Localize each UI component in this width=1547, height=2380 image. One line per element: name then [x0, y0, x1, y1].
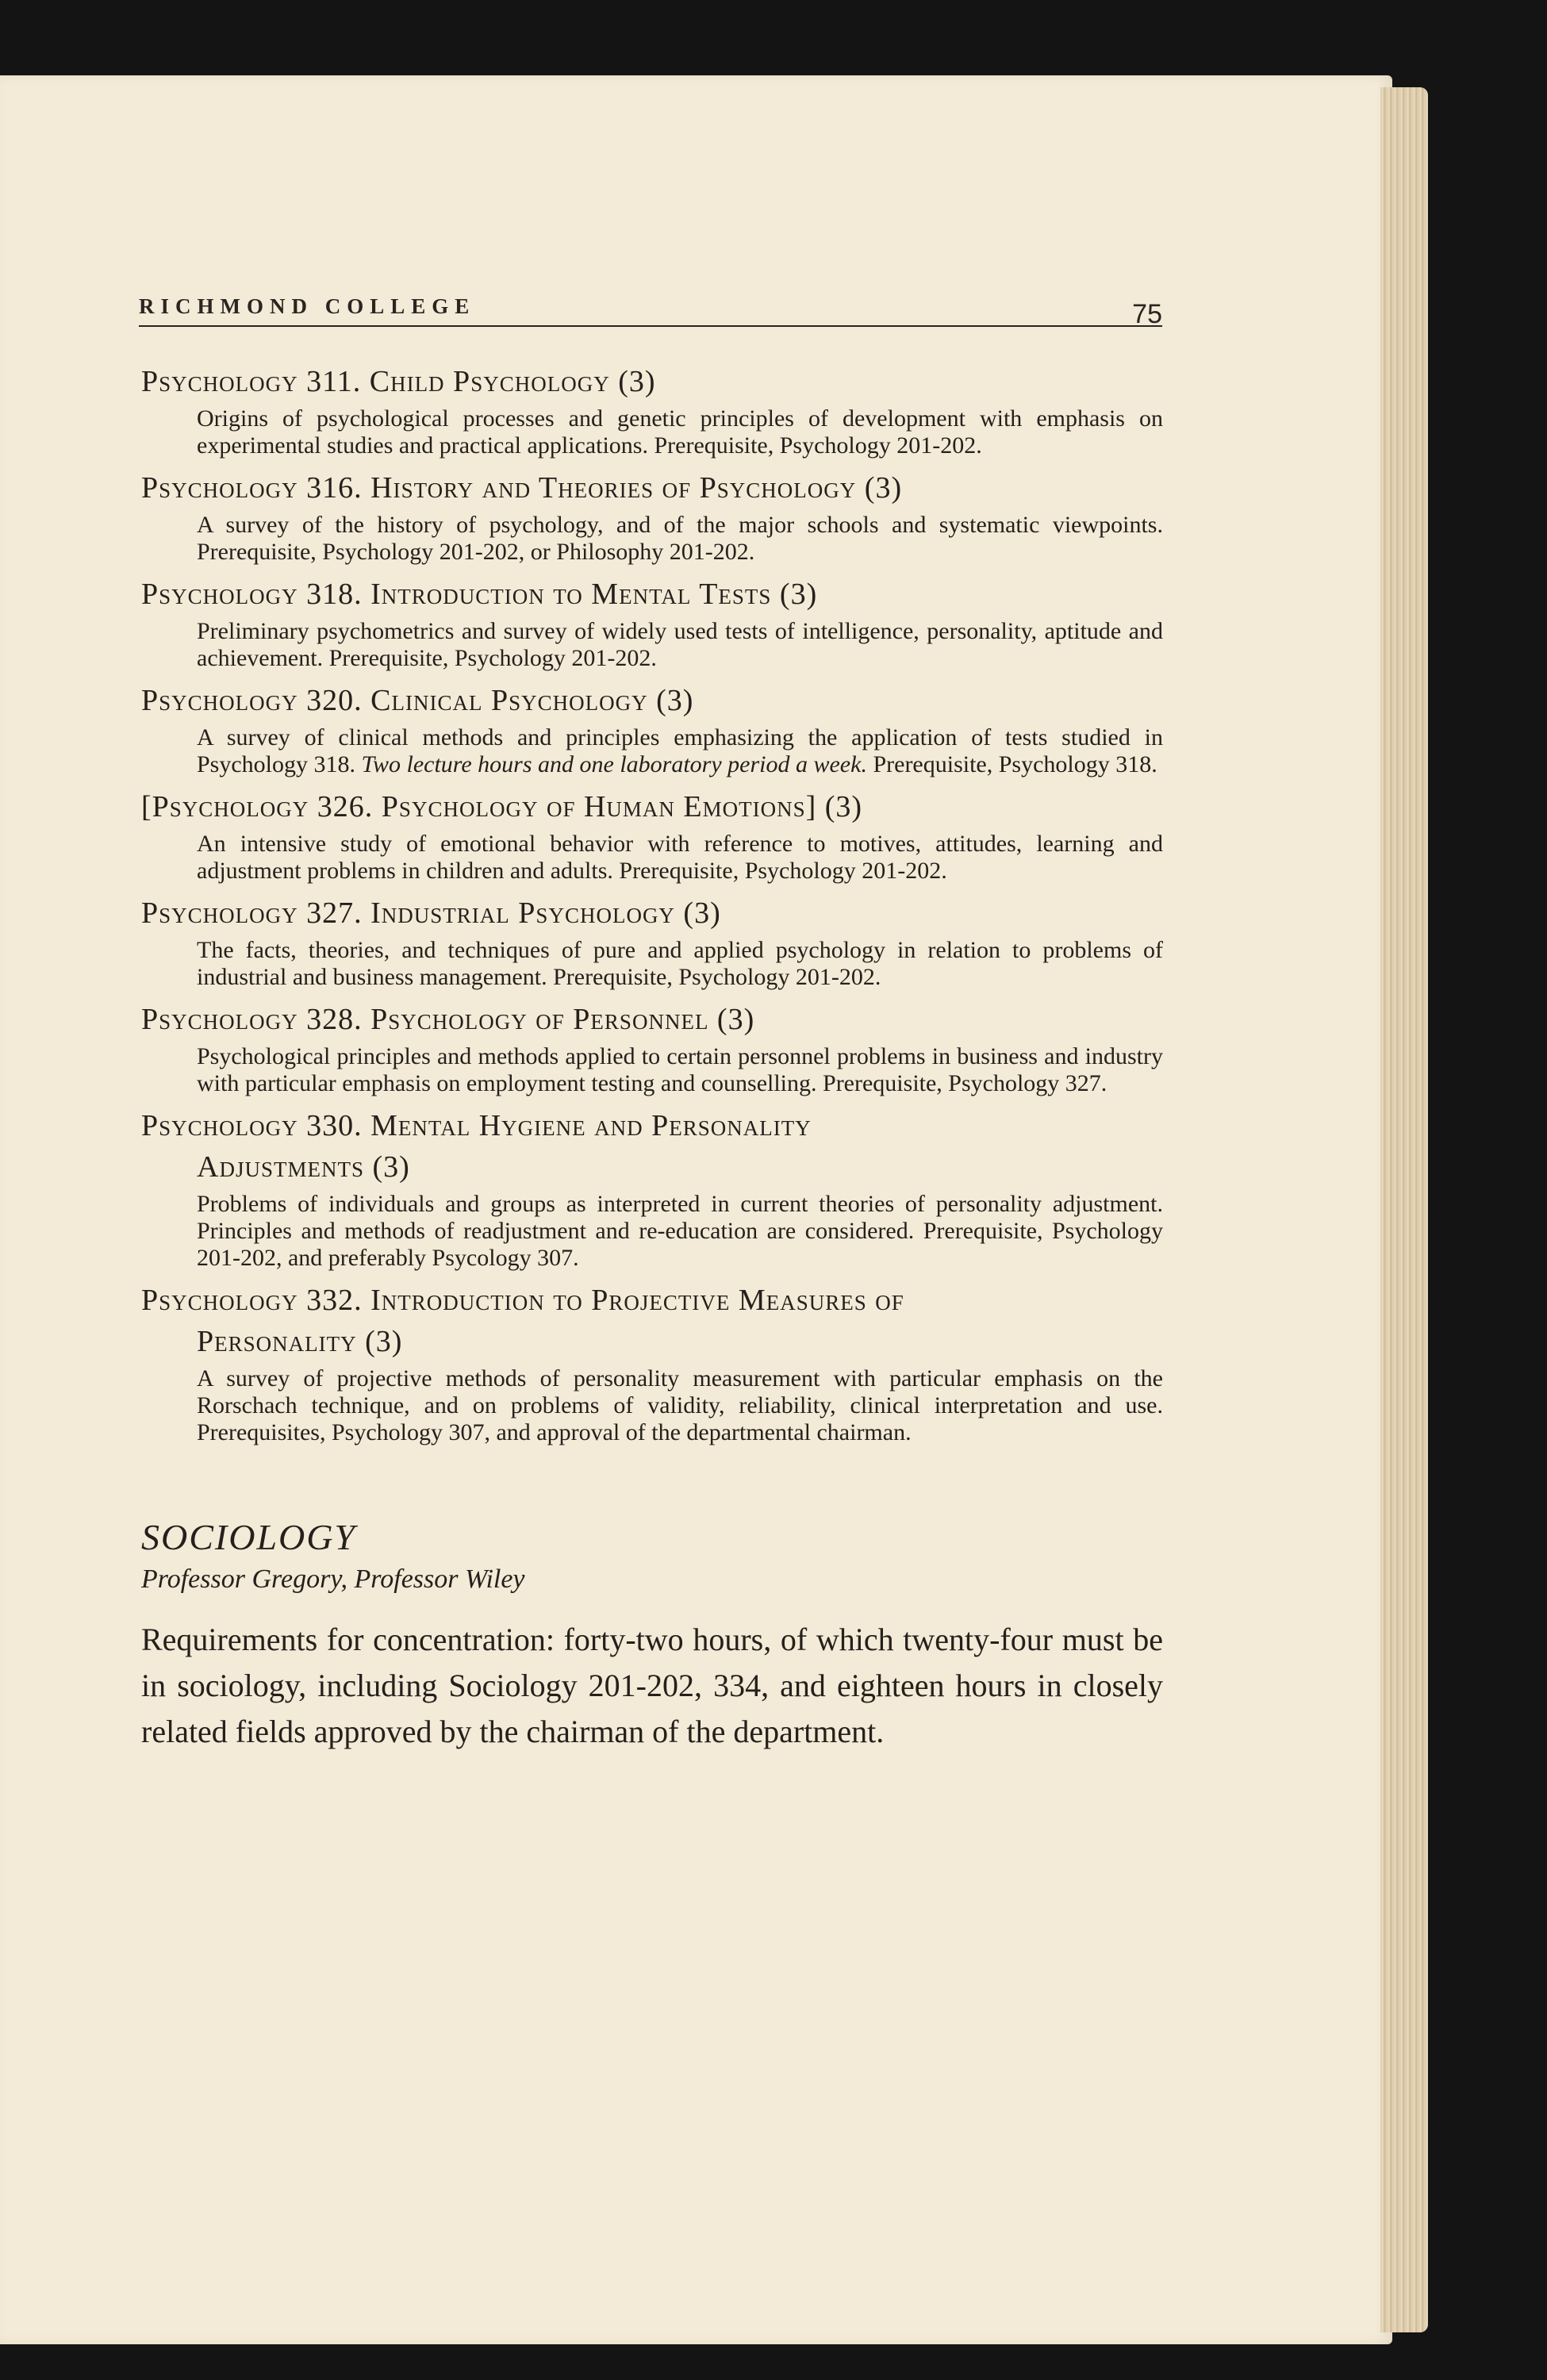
course-entry	[141, 1105, 1163, 1272]
course-entry	[141, 680, 1163, 778]
page-header	[139, 278, 1162, 327]
course-title-text: Psychology 332. Introduction to Projective Measures of	[141, 1284, 904, 1317]
course-title-text: Psychology 311. Child Psychology (3)	[141, 365, 656, 398]
course-description	[197, 512, 1163, 566]
course-title-text: Psychology 328. Psychology of Personnel (3)	[141, 1003, 755, 1036]
course-title-text: Psychology 320. Clinical Psychology (3)	[141, 684, 694, 717]
course-description	[197, 1191, 1163, 1272]
course-description-text: A survey of clinical methods and principles emphasizing the application of tests studied in Psychology 318.	[197, 724, 1163, 777]
course-title	[141, 361, 1163, 402]
course-description-text: Origins of psychological processes and genetic principles of development with emphasis on experimental studies and practical applications. Prerequisite, Psychology 201-202.	[197, 405, 1163, 459]
course-description	[197, 724, 1163, 778]
course-title-continuation: Personality (3)	[197, 1325, 403, 1358]
section-faculty: Professor Gregory, Professor Wiley	[141, 1564, 525, 1594]
course-list	[141, 361, 1163, 1446]
course-entry	[141, 361, 1163, 459]
running-head: RICHMOND COLLEGE	[139, 294, 476, 318]
course-entry	[141, 786, 1163, 885]
course-entry	[141, 999, 1163, 1097]
section-requirements: Requirements for concentration: forty-two hours, of which twenty-four must be in sociology, including Sociology 201-202, 334, and eighteen hours in closely related fields approved by the chairman of the department.	[141, 1622, 1163, 1749]
page-number: 75	[1132, 299, 1162, 329]
course-entry	[141, 574, 1163, 672]
course-description-text: The facts, theories, and techniques of pure and applied psychology in relation to problems of industrial and business management. Prerequisite, Psychology 201-202.	[197, 937, 1163, 990]
course-title	[141, 680, 1163, 721]
course-title-text: Psychology 318. Introduction to Mental Tests (3)	[141, 578, 818, 611]
course-description	[197, 937, 1163, 991]
course-entry	[141, 467, 1163, 566]
course-title-text: Psychology 330. Mental Hygiene and Personality	[141, 1109, 812, 1142]
page-content	[141, 361, 1163, 1755]
course-title	[141, 574, 1163, 615]
course-title	[141, 1105, 1163, 1188]
course-description	[197, 1043, 1163, 1097]
page-edge	[1380, 87, 1428, 2332]
course-title	[141, 467, 1163, 509]
course-description	[197, 618, 1163, 672]
course-title	[141, 999, 1163, 1040]
course-description	[197, 1365, 1163, 1446]
course-description	[197, 405, 1163, 459]
course-description-text: An intensive study of emotional behavior with reference to motives, attitudes, learning and adjustment problems in children and adults. Prerequisite, Psychology 201-202.	[197, 831, 1163, 884]
course-title-text: [Psychology 326. Psychology of Human Emotions] (3)	[141, 790, 863, 823]
course-title	[141, 786, 1163, 827]
course-entry	[141, 1280, 1163, 1446]
course-title-text: Psychology 327. Industrial Psychology (3)	[141, 896, 721, 930]
course-title	[141, 892, 1163, 934]
section-heading-sociology: SOCIOLOGY	[141, 1517, 357, 1557]
course-description-italic: Two lecture hours and one laboratory period a week.	[361, 751, 867, 777]
course-description-text: A survey of projective methods of personality measurement with particular emphasis on the Rorschach technique, and on problems of validity, reliability, clinical interpretation and use. Prerequisites, Psychology 307, and approval of the departmental chairman.	[197, 1365, 1163, 1445]
course-description-after: Prerequisite, Psychology 318.	[866, 751, 1157, 777]
course-description	[197, 831, 1163, 885]
course-entry	[141, 892, 1163, 991]
course-description-text: Problems of individuals and groups as interpreted in current theories of personality adjustment. Principles and methods of readjustment and re-education are considered. Prerequisite, Psychology 201-202, and preferably Psycology 307.	[197, 1191, 1163, 1271]
course-description-text: A survey of the history of psychology, and of the major schools and systematic viewpoints. Prerequisite, Psychology 201-202, or Philosophy 201-202.	[197, 512, 1163, 565]
course-title-text: Psychology 316. History and Theories of Psychology (3)	[141, 471, 903, 505]
course-description-text: Psychological principles and methods applied to certain personnel problems in business and industry with particular emphasis on employment testing and counselling. Prerequisite, Psychology 327.	[197, 1043, 1163, 1096]
course-title	[141, 1280, 1163, 1362]
course-title-continuation: Adjustments (3)	[197, 1150, 410, 1184]
course-description-text: Preliminary psychometrics and survey of widely used tests of intelligence, personality, aptitude and achievement. Prerequisite, Psychology 201-202.	[197, 618, 1163, 671]
